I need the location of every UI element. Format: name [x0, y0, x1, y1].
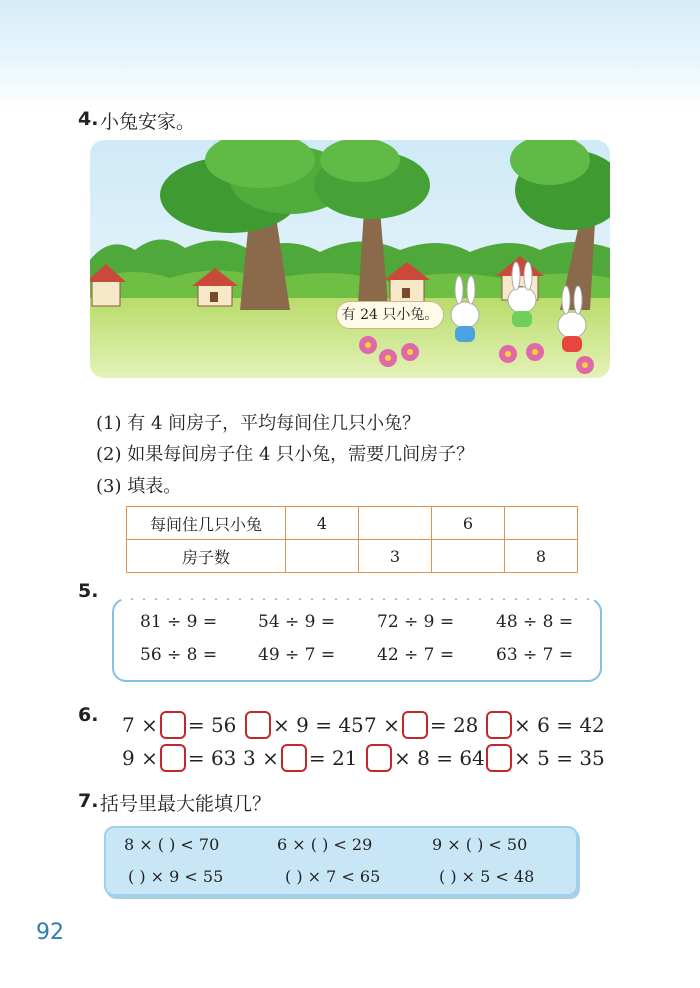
q4-number: 4. [78, 108, 99, 130]
q6-equation [122, 744, 236, 772]
table-cell[interactable] [432, 540, 505, 573]
table-cell[interactable]: 6 [432, 507, 505, 540]
q6-equation [243, 711, 364, 739]
answer-blank[interactable] [245, 711, 271, 739]
q6-equation [484, 711, 605, 739]
answer-blank[interactable] [402, 711, 428, 739]
q5-division-box [112, 598, 602, 682]
answer-blank[interactable] [366, 744, 392, 772]
q4-sub-question-3: (3) 填表。 [96, 476, 182, 497]
q4-sub-question-1: (1) 有 4 间房子，平均每间住几只小兔？ [96, 413, 421, 434]
page-number: 92 [36, 920, 64, 945]
q6-text: × 8 = 64 [394, 746, 485, 770]
q4-sub-question-2: (2) 如果每间房子住 4 只小兔，需要几间房子？ [96, 444, 475, 465]
q7-inequality: ( ) × 5 < 48 [439, 867, 535, 886]
q4-title: 小兔安家。 [100, 111, 196, 133]
q7-inequality: ( ) × 9 < 55 [128, 867, 224, 886]
q6-text: × 9 = 45 [273, 713, 364, 737]
q6-equation [243, 744, 357, 772]
q6-text: = 28 [429, 713, 479, 737]
answer-blank[interactable] [160, 711, 186, 739]
q5-equation: 48 ÷ 8 = [496, 612, 574, 632]
answer-blank[interactable] [160, 744, 186, 772]
top-gradient-band [0, 0, 700, 110]
q7-inequality: ( ) × 7 < 65 [285, 867, 381, 886]
q7-number: 7. [78, 790, 99, 812]
q5-equation: 49 ÷ 7 = [258, 645, 336, 665]
answer-blank[interactable] [486, 711, 512, 739]
q6-text: 9 × [122, 746, 158, 770]
q5-equation: 56 ÷ 8 = [140, 645, 218, 665]
table-row [127, 540, 578, 573]
answer-blank[interactable] [486, 744, 512, 772]
table-row-header: 房子数 [127, 540, 286, 573]
table-cell[interactable]: 4 [286, 507, 359, 540]
table-cell[interactable] [505, 507, 578, 540]
q7-title: 括号里最大能填几？ [100, 793, 272, 815]
table-row-header: 每间住几只小兔 [127, 507, 286, 540]
fill-in-table [126, 506, 578, 573]
q5-equation: 72 ÷ 9 = [377, 612, 455, 632]
table-row [127, 507, 578, 540]
q6-text: = 63 [187, 746, 237, 770]
table-cell[interactable] [286, 540, 359, 573]
rabbit-house-illustration [90, 140, 610, 378]
q7-inequality: 8 × ( ) < 70 [124, 835, 220, 854]
table-cell[interactable] [359, 507, 432, 540]
q7-inequality: 9 × ( ) < 50 [432, 835, 528, 854]
q6-equation [364, 711, 478, 739]
q6-text: × 5 = 35 [514, 746, 605, 770]
q6-text: 7 × [364, 713, 400, 737]
table-cell[interactable]: 8 [505, 540, 578, 573]
q7-inequality: 6 × ( ) < 29 [277, 835, 373, 854]
q6-text: 3 × [243, 746, 279, 770]
speech-bubble: 有 24 只小兔。 [336, 301, 444, 329]
answer-blank[interactable] [281, 744, 307, 772]
q6-text: = 56 [187, 713, 237, 737]
q5-equation: 42 ÷ 7 = [377, 645, 455, 665]
q6-equation [484, 744, 605, 772]
q6-number: 6. [78, 704, 99, 726]
scalloped-edge [120, 598, 594, 610]
q5-number: 5. [78, 580, 99, 602]
q6-text: 7 × [122, 713, 158, 737]
q6-text: × 6 = 42 [514, 713, 605, 737]
q5-equation: 81 ÷ 9 = [140, 612, 218, 632]
q6-equation [364, 744, 485, 772]
table-cell[interactable]: 3 [359, 540, 432, 573]
q6-text: = 21 [308, 746, 358, 770]
q5-equation: 54 ÷ 9 = [258, 612, 336, 632]
q6-equation [122, 711, 236, 739]
q5-equation: 63 ÷ 7 = [496, 645, 574, 665]
